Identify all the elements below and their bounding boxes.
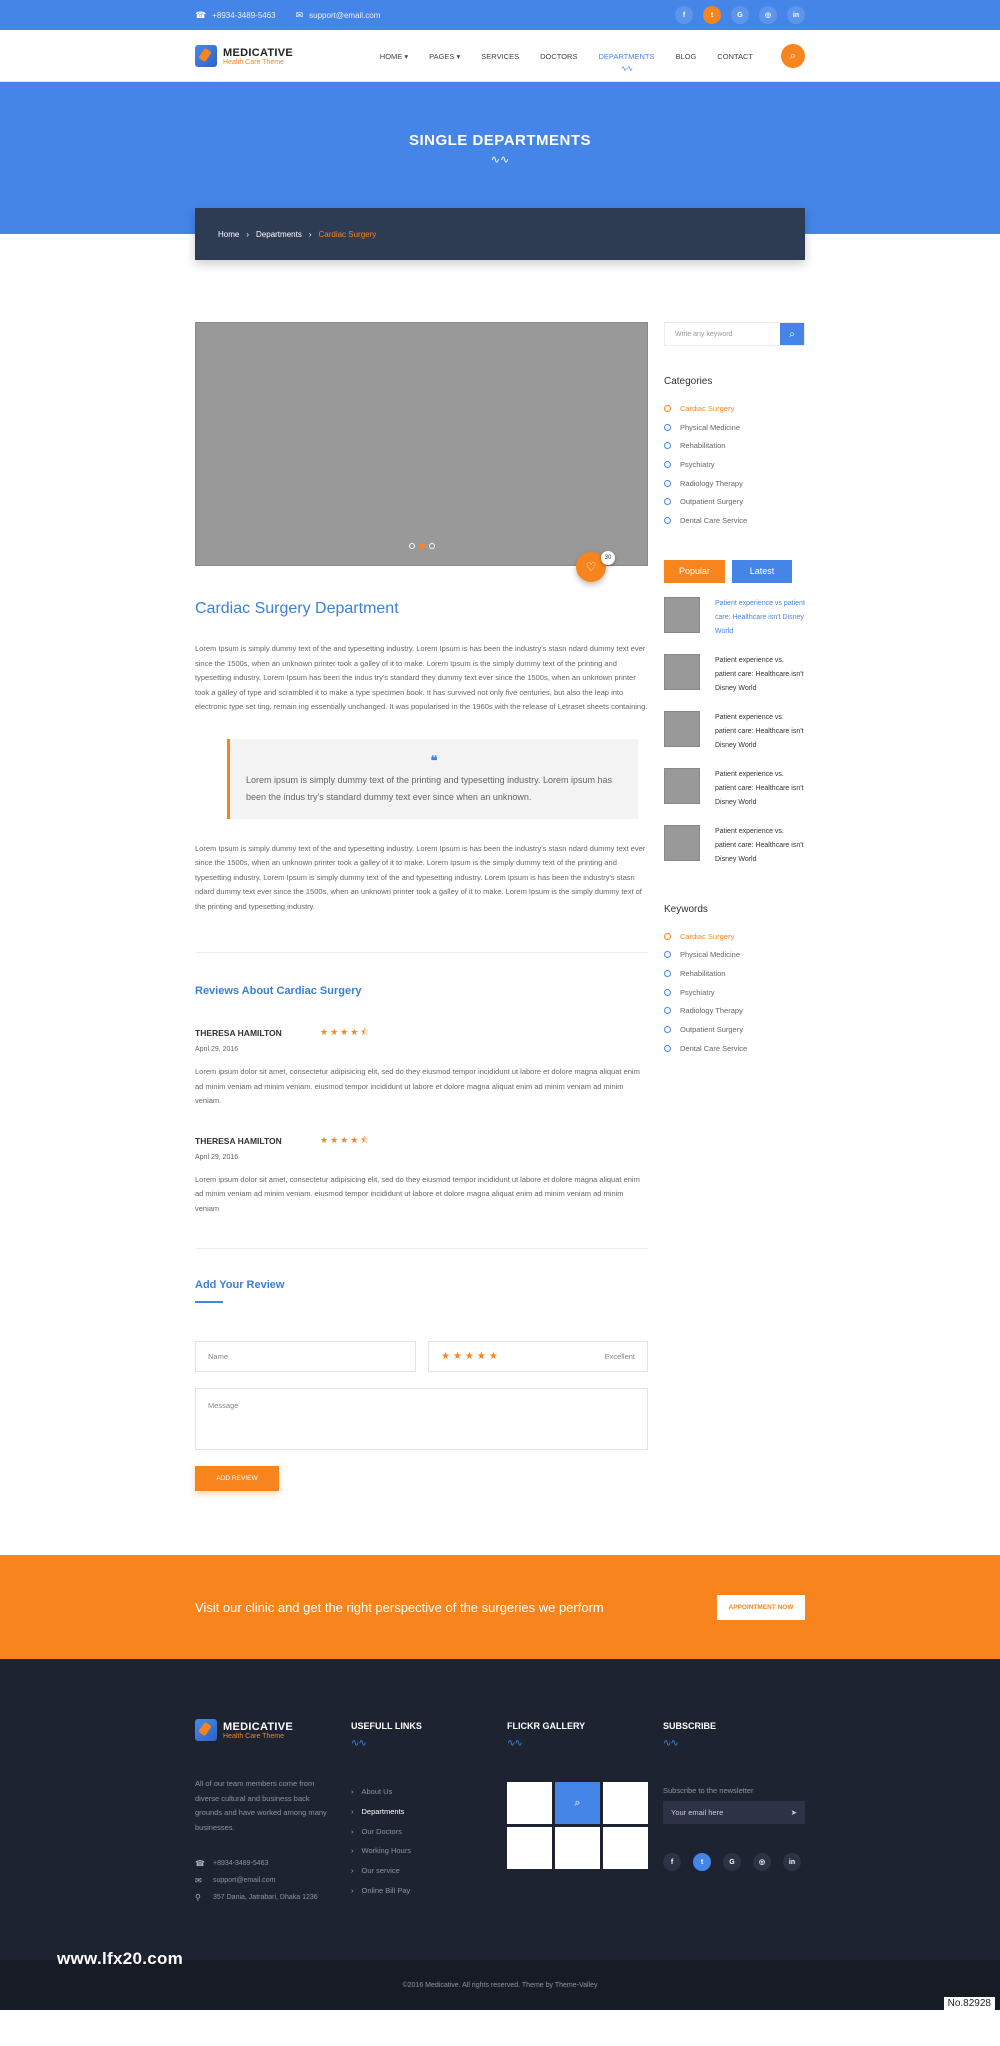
department-title: Cardiac Surgery Department	[195, 600, 399, 617]
keyword-item[interactable]: Outpatient Surgery	[664, 1020, 805, 1039]
heart-icon[interactable]: ♡	[576, 552, 606, 582]
cta-banner	[0, 1555, 1000, 1659]
logo-icon	[195, 45, 217, 67]
keyword-item[interactable]: Psychiatry	[664, 983, 805, 1002]
nav-pages[interactable]: PAGES ▾	[429, 51, 461, 61]
phone-icon: ☎	[195, 1859, 205, 1868]
slider-dot[interactable]	[409, 543, 415, 549]
footer-link[interactable]: › Our service	[351, 1861, 507, 1881]
category-list	[664, 399, 805, 530]
keyword-item[interactable]: Dental Care Service	[664, 1039, 805, 1058]
slider-dots	[409, 543, 435, 549]
nav-contact[interactable]: CONTACT	[717, 51, 753, 61]
gallery-thumb[interactable]	[555, 1827, 600, 1869]
sidebar-search	[664, 322, 805, 346]
review-text: Lorem ipsum dolor sit amet, consectetur adipisicing elit, sed do they eiusmod tempor incididunt ut labore et dolore magna aliquat enim ad minim veniam ad minim veniam. eiusmod tempor incididunt ut labore et dolore magna aliquat enim ad minim veniam ad minim veniam	[195, 1174, 640, 1213]
pulse-icon: ∿∿	[507, 1738, 522, 1749]
post-item[interactable]	[664, 597, 805, 644]
star-rating-input[interactable]: ★★★★★	[441, 1351, 501, 1362]
footer-link[interactable]: › Departments	[351, 1802, 507, 1822]
reviewer-name: THERESA HAMILTON	[195, 1135, 282, 1146]
department-text: Lorem Ipsum is simply dummy text of the and typesetting industry. Lorem Ipsum is has been the industry's stasn ndard dummy text ever since the 1500s, when an unknown printer took a galley of it to make. Lorem Ipsum is the simply dummy text of the printing and typesetting industry. Lorem Ipsum has been the indus try's standard they dummy text ever since the 1500s, when an unknown printer took a galley of type and scrambled it to make a type specimen book. It has survived not only five centuries, but also the leap into electronic type set ting, remain ing essentially unchanged. It was popularised in the 1960s with the release of Letraset sheets containing.	[195, 644, 648, 711]
footer-contact: ☎ +8934-3489-5463 ✉ support@email.com ⚲ 357 Dania, Jatrabari, Dhaka 1236	[195, 1859, 318, 1902]
department-text-2: Lorem Ipsum is simply dummy text of the and typesetting industry. Lorem Ipsum is has been the industry's stasn ndard dummy text ever since the 1500s, when an unknown printer took a galley of it to make. Lorem Ipsum is the simply dummy text of the printing and typesetting industry. Lorem Ipsum is simply dummy text of the and typesetting industry. Lorem Ipsum is has been the industry's stasn ndard dummy text ever since the 1500s, when an unknown printer took a galley of it to make. Lorem Ipsum is the simply dummy text of the printing and typesetting industry.	[195, 843, 646, 911]
footer-link[interactable]: › Online Bill Pay	[351, 1880, 507, 1900]
search-input[interactable]: Write any keyword	[675, 330, 733, 338]
categories-title: Categories	[664, 376, 713, 387]
keyword-item[interactable]: Cardiac Surgery	[664, 927, 805, 946]
post-title[interactable]: Patient experience vs patient care: Healthcare isn't Disney World	[715, 599, 805, 635]
post-thumbnail[interactable]	[664, 768, 700, 804]
nav-services[interactable]: SERVICES	[481, 51, 520, 61]
nav-departments[interactable]: DEPARTMENTS ∿∿	[598, 52, 654, 61]
brand-name: MEDICATIVE	[223, 46, 294, 59]
review-form	[195, 1341, 648, 1372]
brand-tagline: Health Care Theme	[223, 58, 284, 66]
category-item[interactable]: Rehabilitation	[664, 436, 805, 455]
add-review-title: Add Your Review	[195, 1279, 285, 1291]
footer-links	[351, 1719, 507, 1906]
google-icon[interactable]: G	[723, 1853, 741, 1871]
breadcrumb-home[interactable]: Home	[218, 229, 240, 239]
star-rating: ★★★★⯪	[320, 1134, 371, 1145]
post-title[interactable]: Patient experience vs. patient care: Healthcare isn't Disney World	[715, 656, 804, 692]
dribbble-icon[interactable]: ◎	[759, 6, 777, 24]
copyright: ©2016 Medicative. All rights reserved. Theme by Theme-Valley	[402, 1982, 598, 1989]
page-title: SINGLE DEPARTMENTS	[408, 132, 592, 149]
newsletter-field	[663, 1801, 805, 1824]
review-item	[195, 1025, 648, 1109]
watermark-site: www.lfx20.com	[57, 1949, 184, 1968]
gallery-grid	[507, 1782, 663, 1869]
gallery-thumb[interactable]	[603, 1827, 648, 1869]
post-thumbnail[interactable]	[664, 825, 700, 861]
gallery-thumb[interactable]	[555, 1782, 600, 1824]
divider	[195, 952, 648, 953]
reviews-title: Reviews About Cardiac Surgery	[195, 985, 362, 997]
topbar-social	[675, 6, 805, 24]
chevron-right-icon: ›	[308, 229, 312, 239]
appointment-button[interactable]: APPOINTMENT NOW	[717, 1595, 805, 1620]
footer-link[interactable]: › Our Doctors	[351, 1821, 507, 1841]
post-title[interactable]: Patient experience vs. patient care: Healthcare isn't Disney World	[715, 713, 804, 749]
topbar-email[interactable]: ✉ support@email.com	[295, 9, 381, 20]
brand-tagline: Health Care Theme	[223, 1732, 284, 1740]
nav-doctors[interactable]: DOCTORS	[540, 51, 578, 61]
review-date: April 29, 2016	[195, 1046, 239, 1053]
image-slider[interactable]	[195, 322, 648, 574]
nav-menu	[380, 52, 753, 61]
tab-popular[interactable]: Popular	[664, 560, 725, 583]
gallery-title: FLICKR GALLERY	[507, 1721, 586, 1731]
blockquote	[227, 739, 638, 819]
cta-text: Visit our clinic and get the right perspective of the surgeries we perform	[195, 1599, 604, 1615]
rating-label: Excellent	[604, 1352, 635, 1361]
post-thumbnail[interactable]	[664, 597, 700, 633]
twitter-icon[interactable]: t	[693, 1853, 711, 1871]
keyword-list	[664, 927, 805, 1058]
post-list	[664, 597, 805, 872]
review-text: Lorem ipsum dolor sit amet, consectetur adipisicing elit, sed do they eiusmod tempor incididunt ut labore et dolore magna aliquat enim ad minim veniam ad minim veniam. eiusmod tempor incididunt ut labore et dolore magna aliquat enim ad minim veniam ad minim veniam.	[195, 1067, 640, 1105]
gallery-thumb[interactable]	[603, 1782, 648, 1824]
category-item[interactable]: Outpatient Surgery	[664, 492, 805, 511]
footer-bottom	[0, 1949, 1000, 2010]
nav-blog[interactable]: BLOG	[675, 51, 697, 61]
keyword-item[interactable]: Rehabilitation	[664, 964, 805, 983]
send-icon[interactable]: ➤	[790, 1808, 797, 1817]
mail-icon: ✉	[195, 1876, 202, 1885]
google-icon[interactable]: G	[731, 6, 749, 24]
linkedin-icon[interactable]: in	[783, 1853, 801, 1871]
post-title[interactable]: Patient experience vs. patient care: Healthcare isn't Disney World	[715, 827, 804, 863]
footer-logo[interactable]	[195, 1719, 351, 1741]
footer-about	[195, 1719, 351, 1906]
footer-link[interactable]: › Working Hours	[351, 1841, 507, 1861]
subscribe-text: Subscribe to the newsletter	[663, 1786, 754, 1795]
search-icon[interactable]: ⌕	[780, 323, 804, 345]
category-item[interactable]: Psychiatry	[664, 455, 805, 474]
nav-home[interactable]: HOME ▾	[379, 51, 409, 61]
slider-dot[interactable]	[429, 543, 435, 549]
divider	[195, 1248, 648, 1249]
pulse-icon: ∿∿	[490, 154, 510, 166]
post-thumbnail[interactable]	[664, 654, 700, 690]
gallery-thumb[interactable]	[507, 1782, 552, 1824]
category-item[interactable]: Physical Medicine	[664, 418, 805, 437]
post-item[interactable]	[664, 768, 805, 815]
post-item[interactable]	[664, 711, 805, 758]
sidebar	[664, 322, 805, 1491]
category-item[interactable]: Radiology Therapy	[664, 474, 805, 493]
subscribe-title: SUBSCRIBE	[663, 1721, 717, 1731]
footer	[0, 1659, 1000, 1960]
about-text: All of our team members come from diverse cultural and business back grounds and have worked among many businesses.	[195, 1779, 327, 1832]
pulse-icon: ∿∿	[663, 1738, 678, 1749]
breadcrumb-departments[interactable]: Departments	[256, 229, 302, 239]
rating-select[interactable]	[428, 1341, 648, 1372]
keyword-item[interactable]: Physical Medicine	[664, 946, 805, 965]
link-list	[351, 1782, 507, 1900]
add-review-button[interactable]: ADD REVIEW	[195, 1466, 279, 1491]
linkedin-icon[interactable]: in	[787, 6, 805, 24]
top-bar	[0, 0, 1000, 30]
keyword-item[interactable]: Radiology Therapy	[664, 1002, 805, 1021]
phone-icon: ☎	[195, 9, 207, 20]
message-textarea[interactable]: Message	[195, 1388, 648, 1450]
footer-social	[663, 1853, 805, 1871]
name-input[interactable]: Name	[195, 1341, 416, 1372]
quote-icon: ❝	[430, 752, 438, 768]
quote-text: Lorem ipsum is simply dummy text of the printing and typesetting industry. Lorem ipsum has been the indus try's standard dummy text ever since when an unknown.	[246, 774, 612, 802]
chevron-right-icon: ›	[246, 229, 250, 239]
favorite-count: 30	[601, 551, 615, 565]
breadcrumb-current: Cardiac Surgery	[318, 229, 377, 239]
gallery-thumb[interactable]	[507, 1827, 552, 1869]
category-item[interactable]: Dental Care Service	[664, 511, 805, 530]
post-item[interactable]	[664, 654, 805, 701]
facebook-icon[interactable]: f	[663, 1853, 681, 1871]
search-icon[interactable]: ⌕	[781, 44, 805, 68]
zoom-icon[interactable]: ⌕	[574, 1796, 581, 1809]
main-nav	[0, 30, 1000, 82]
facebook-icon[interactable]: f	[675, 6, 693, 24]
twitter-icon[interactable]: t	[703, 6, 721, 24]
post-thumbnail[interactable]	[664, 711, 700, 747]
post-tabs	[664, 560, 805, 583]
footer-subscribe	[663, 1719, 805, 1906]
review-date: April 29, 2016	[195, 1153, 239, 1161]
brand-name: MEDICATIVE	[223, 1720, 294, 1733]
department-content	[195, 322, 648, 1491]
breadcrumb	[195, 208, 805, 260]
location-icon: ⚲	[195, 1893, 201, 1902]
footer-gallery	[507, 1719, 663, 1906]
logo-icon	[195, 1719, 217, 1741]
mail-icon: ✉	[295, 9, 304, 20]
slider-dot[interactable]	[419, 543, 425, 549]
topbar-phone[interactable]: ☎ +8934-3489-5463	[195, 9, 276, 20]
star-rating: ★★★★⯪	[320, 1027, 371, 1037]
title-underline	[195, 1301, 223, 1303]
reviewer-name: THERESA HAMILTON	[195, 1028, 282, 1038]
logo[interactable]	[195, 45, 293, 67]
links-title: USEFULL LINKS	[351, 1721, 422, 1731]
newsletter-email-input[interactable]: Your email here	[671, 1808, 724, 1817]
category-item[interactable]: Cardiac Surgery	[664, 399, 805, 418]
review-item	[195, 1133, 648, 1217]
page-hero	[0, 82, 1000, 239]
post-title[interactable]: Patient experience vs. patient care: Healthcare isn't Disney World	[715, 770, 804, 806]
footer-link[interactable]: › About Us	[351, 1782, 507, 1802]
keywords-title: Keywords	[664, 903, 708, 915]
pulse-icon: ∿∿	[351, 1738, 366, 1749]
watermark-number: No.82928	[944, 1997, 995, 2010]
tab-latest[interactable]: Latest	[732, 560, 792, 583]
post-item[interactable]	[664, 825, 805, 872]
dribbble-icon[interactable]: ◎	[753, 1853, 771, 1871]
